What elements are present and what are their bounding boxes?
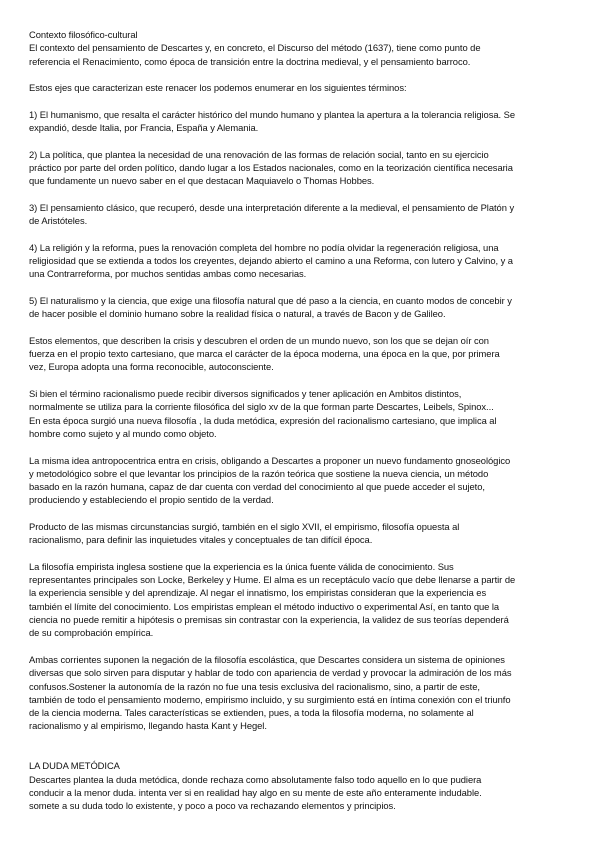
paragraph-humanismo: 1) El humanismo, que resalta el carácter histórico del mundo humano y plantea la apertura a la tolerancia religiosa. Se expandió, desde Italia, por Francia, España y Alemania. (29, 108, 515, 134)
section-title: LA DUDA METÓDICA (29, 760, 120, 772)
paragraph-filosofia-empirista: La filosofía empirista inglesa sostiene que la experiencia es la única fuente válida de conocimiento. Sus representantes principales son Locke, Berkeley y Hume. El alma es un receptáculo vacío que debe llenarse a partir de la experiencia sensible y del aprendizaje. Al negar el innatismo, los empiristas consideran que la experiencia es también el límite del conocimiento. Los empiristas emplean el método inductivo o experimental Así, en tanto que la ciencia no puede remitir a hipótesis o premisas sin contrastar con la experiencia, la validez de sus teorías dependerá de su comprobación empírica. (29, 560, 516, 639)
paragraph-idea-antropocentrica: La misma idea antropocentrica entra en crisis, obligando a Descartes a proponer un nuevo fundamento gnoseológico y metodológico sobre el que levantar los principios de la razón teórica que sostiene la nueva ciencia, un método basado en la razón humana, capaz de dar cuenta con verdad del conocimiento al que puede acceder el sujeto, produciendo y estableciendo el propio sentido de la verdad. (29, 454, 511, 506)
paragraph-ambas-corrientes: Ambas corrientes suponen la negación de la filosofía escolástica, que Descartes considera un sistema de opiniones diversas que solo sirven para disputar y hablar de todo con apariencia de verdad y provocar la admiración de los más confusos.Sostener la autonomía de la razón no fue una tesis exclusiva del racionalismo, sino, a partir de este, también de todo el pensamiento moderno, empirismo incluido, y su surgimiento está en íntima conexión con el triunfo de la ciencia moderna. Tales características se extienden, pues, a toda la filosofía moderna, no solamente al racionalismo y al empirismo, llegando hasta Kant y Hegel. (29, 653, 512, 732)
intro-paragraph: El contexto del pensamiento de Descartes y, en concreto, el Discurso del método (1637), tiene como punto de referencia el Renacimiento, como época de transición entre la doctrina medieval, y el pensamiento barroco. (29, 42, 481, 67)
paragraph-pensamiento-clasico: 3) El pensamiento clásico, que recuperó, desde una interpretación diferente a la medieval, el pensamiento de Platón y de Aristóteles. (29, 201, 515, 227)
paragraph-ejes: Estos ejes que caracterizan este renacer los podemos enumerar en los siguientes términos: (29, 82, 407, 94)
paragraph-elementos: Estos elementos, que describen la crisis y descubren el orden de un mundo nuevo, son los que se dejan oír con fuerza en el propio texto cartesiano, que marca el carácter de la época moderna, una época en la que, por primera vez, Europa adopta una forma reconocible, autoconsciente. (29, 334, 500, 373)
section-spacer (29, 746, 586, 759)
section-paragraph: Descartes plantea la duda metódica, donde rechaza como absolutamente falso todo aquello en lo que pudiera conducir a la menor duda. intenta ver si en realidad hay algo en su mente de este año enteramente indudable. somete a su duda todo lo existente, y poco a poco va rechazando elementos y principios. (29, 773, 482, 812)
paragraph-empirismo: Producto de las mismas circunstancias surgió, también en el siglo XVII, el empirismo, filosofía opuesta al racionalismo, para definir las inquietudes vitales y conceptuales de tan difícil época. (29, 520, 460, 546)
document-title: Contexto filosófico-cultural (29, 29, 138, 40)
paragraph-religion-reforma: 4) La religión y la reforma, pues la renovación completa del hombre no podía olvidar la regeneración religiosa, una religiosidad que se extienda a todos los creyentes, dejando abierto el camino a una Reforma, con lutero y Calvino, y a una Contrarreforma, por muchos sentidas ambas como necesarias. (29, 241, 513, 280)
paragraph-politica: 2) La política, que plantea la necesidad de una renovación de las formas de relación social, tanto en su ejercicio práctico por parte del orden político, dando lugar a los Estados nacionales, como en la teorización científica necesaria que fundamente un nuevo saber en el que destacan Maquiavelo o Thomas Hobbes. (29, 148, 513, 187)
paragraph-racionalismo: Si bien el término racionalismo puede recibir diversos significados y tener aplicación en Ambitos distintos, normalmente se utiliza para la corriente filosófica del siglo xv de la que forman parte Descartes, Leibels, Spinox... En esta época surgió una nueva filosofía , la duda metódica, expresión del racionalismo cartesiano, que implica al hombre como sujeto y al mundo como objeto. (29, 388, 497, 439)
paragraph-naturalismo-ciencia: 5) El naturalismo y la ciencia, que exige una filosofía natural que dé paso a la ciencia, en cuanto modos de concebir y de hacer posible el dominio humano sobre la realidad física o natural, a través de Bacon y de Galileo. (29, 294, 512, 320)
